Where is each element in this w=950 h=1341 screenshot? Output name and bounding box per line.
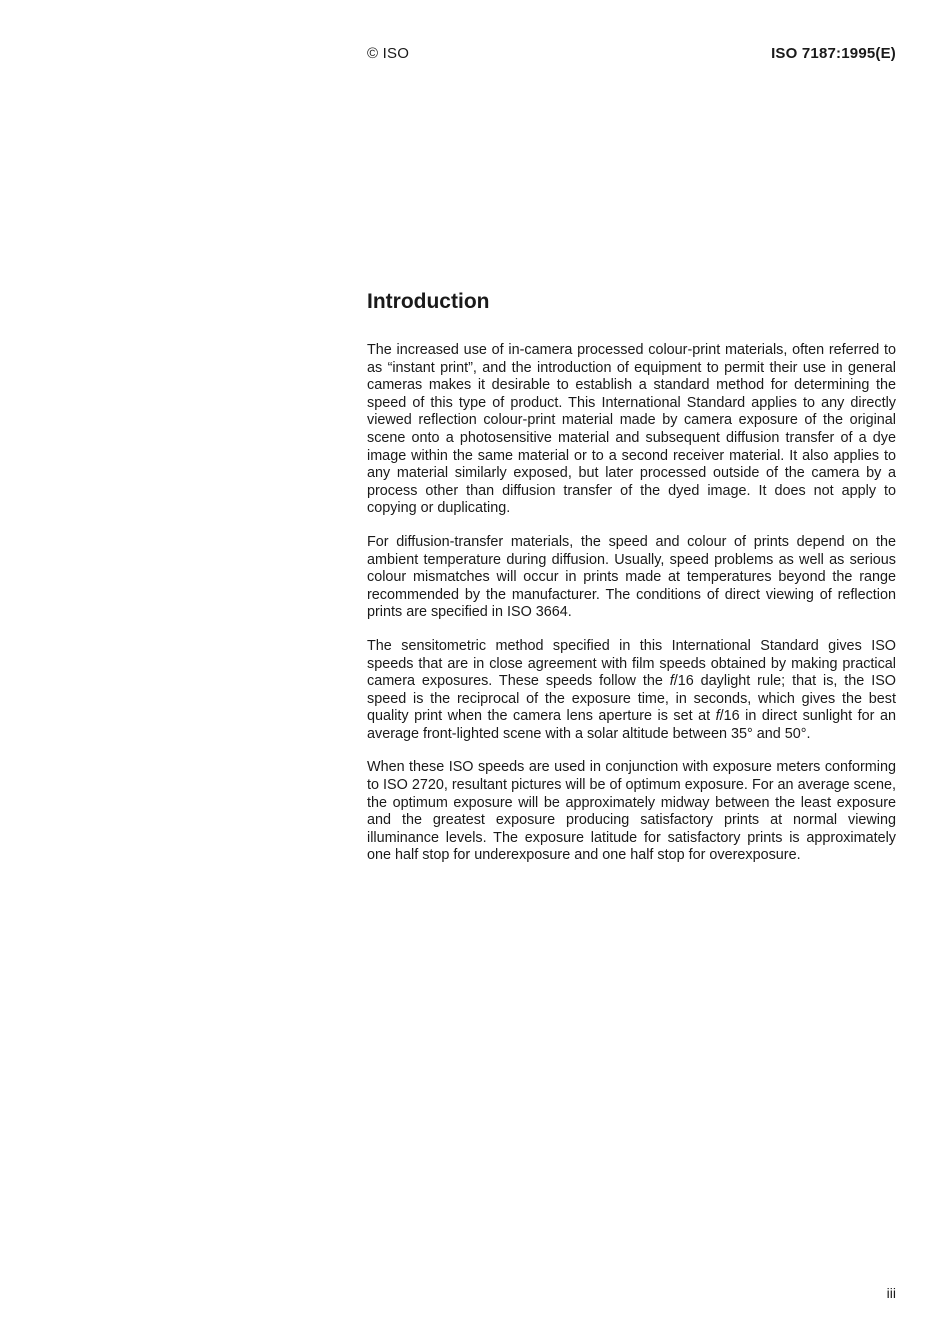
paragraph-3	[367, 638, 896, 744]
paragraph-1: The increased use of in-camera processed colour-print materials, often referred to as “instant print”, and the introduction of equipment to permit their use in general cameras makes it desirable to establish a standard method for determining the speed of this type of product. This International Standard applies to any directly viewed reflection colour-print material made by camera exposure of the original scene onto a photosensitive material and subsequent diffusion transfer of a dye image within the same material or to a second receiver material. It also applies to any material similarly exposed, but later processed outside of the camera by a process other than diffusion transfer of the dyed image. It does not apply to copying or duplicating.	[367, 342, 896, 517]
introduction-body	[367, 342, 896, 881]
copyright-notice: © ISO	[367, 45, 410, 62]
paragraph-3-part-2: /16 daylight rule; that is, the ISO speed is the reciprocal of the exposure time, in seconds, which gives the best quality print when the camera lens aperture is set at	[367, 673, 896, 725]
paragraph-2: For diffusion-transfer materials, the speed and colour of prints depend on the ambient temperature during diffusion. Usually, speed problems as well as serious colour mismatches will occur in prints made at temperatures beyond the range recommended by the manufacturer. The conditions of direct viewing of reflection prints are specified in ISO 3664.	[367, 533, 896, 621]
paragraph-3-part-1: The sensitometric method specified in this International Standard gives ISO speeds that are in close agreement with film speeds obtained by making practical camera exposures. These speeds follow the	[367, 637, 896, 690]
f-number-symbol: f	[669, 673, 674, 690]
paragraph-3-part-3: /16 in direct sunlight for an average front-lighted scene with a solar altitude between 35° and 50°.	[367, 708, 896, 742]
f-number-symbol: f	[715, 708, 720, 725]
standard-identifier: ISO 7187:1995(E)	[771, 45, 896, 62]
section-title: Introduction	[367, 290, 490, 313]
paragraph-4: When these ISO speeds are used in conjunction with exposure meters conforming to ISO 2720, resultant pictures will be of optimum exposure. For an average scene, the optimum exposure will be approximately midway between the least exposure and the greatest exposure producing satisfactory prints at normal viewing illuminance levels. The exposure latitude for satisfactory prints is approximately one half stop for underexposure and one half stop for overexposure.	[367, 759, 896, 864]
page-number: iii	[886, 1285, 896, 1301]
